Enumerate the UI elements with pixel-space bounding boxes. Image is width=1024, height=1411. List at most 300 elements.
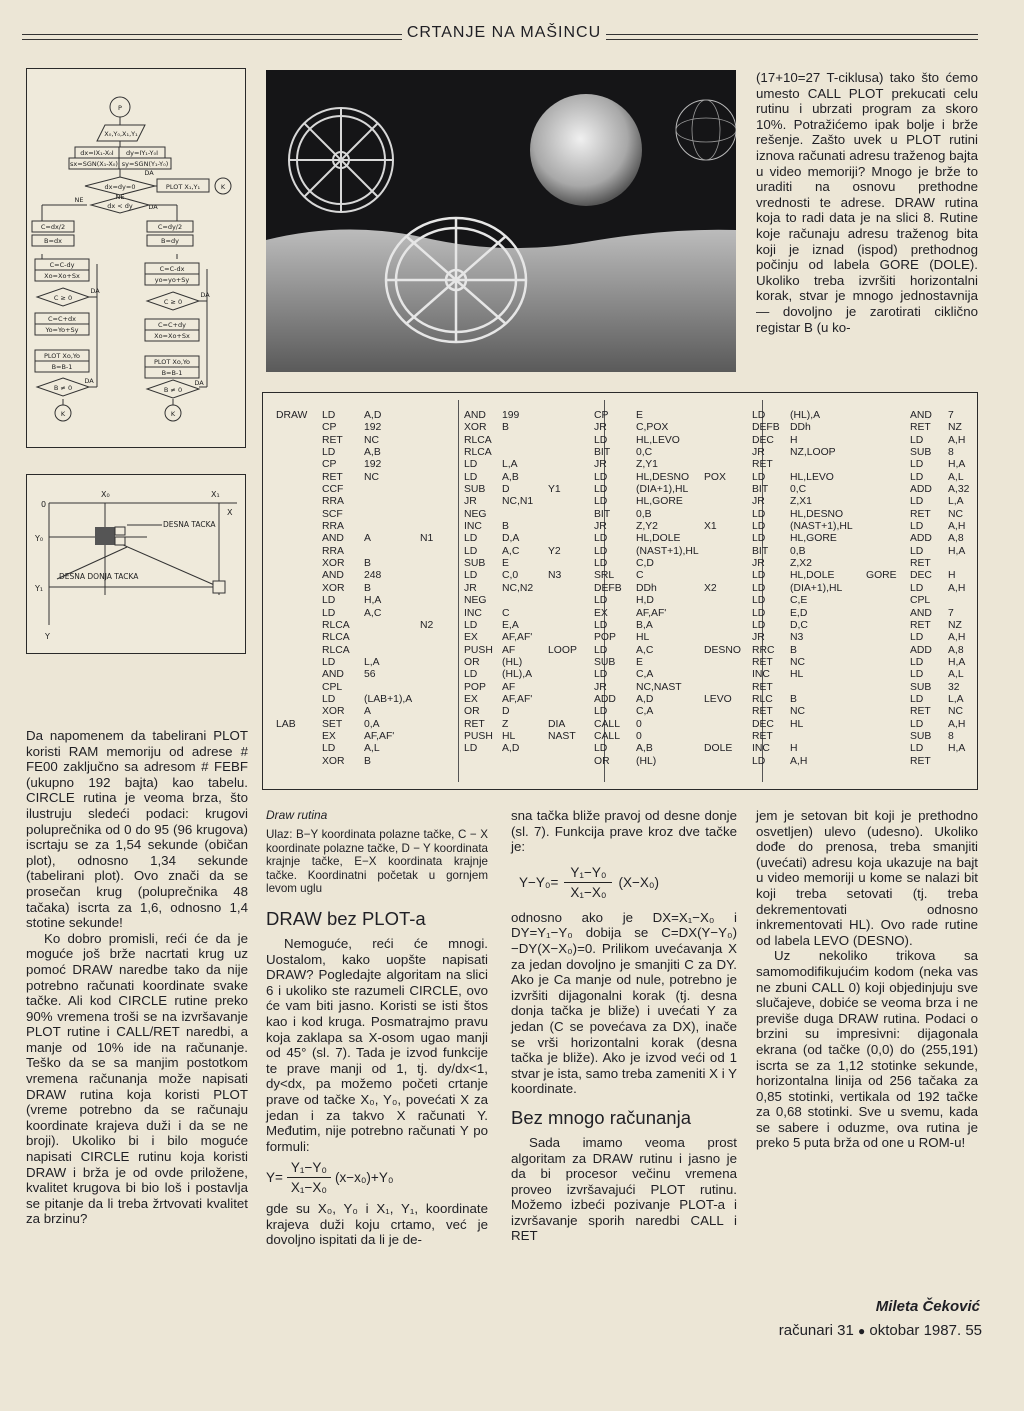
- code-label: [704, 484, 752, 496]
- code-line: [704, 484, 853, 496]
- code-operand: A,H: [948, 434, 966, 446]
- formula-2-denominator: X₁−X₀: [570, 884, 607, 900]
- space-scene: [266, 70, 736, 372]
- code-line: [548, 484, 699, 496]
- code-line: [866, 583, 969, 595]
- code-operand: HL,GORE: [790, 533, 837, 545]
- code-mnemonic: LD: [594, 619, 608, 631]
- code-line: [704, 435, 853, 447]
- code-label: [276, 459, 322, 471]
- code-label: [866, 533, 910, 545]
- code-operand: E,D: [790, 607, 808, 619]
- code-label: [420, 484, 464, 496]
- code-line: [548, 608, 699, 620]
- code-operand: HL,DESNO: [790, 508, 844, 520]
- code-line: [276, 620, 412, 632]
- code-operand: D: [502, 706, 510, 718]
- code-mnemonic: LD: [752, 619, 766, 631]
- code-operand: NZ,LOOP: [790, 447, 836, 459]
- code-mnemonic: ADD: [910, 533, 932, 545]
- code-mnemonic: JR: [594, 521, 607, 533]
- code-operand: H,A: [948, 656, 966, 668]
- code-mnemonic: LD: [752, 410, 766, 421]
- code-mnemonic: LD: [464, 743, 478, 755]
- space-station-photo: [266, 70, 736, 372]
- code-mnemonic: XOR: [464, 422, 487, 434]
- code-operand: AF,AF': [364, 730, 395, 742]
- text-column-left: [26, 728, 248, 1227]
- code-line: [548, 645, 699, 657]
- code-operand: HL,DESNO: [636, 471, 690, 483]
- page-footer: [726, 1322, 982, 1339]
- footer-page-number: 55: [965, 1322, 982, 1339]
- code-line: [276, 472, 412, 484]
- moon-surface: [266, 229, 736, 372]
- code-mnemonic: LD: [910, 582, 924, 594]
- fc-dec-dxdy: dx < dy: [107, 202, 133, 210]
- code-mnemonic: EX: [464, 632, 478, 644]
- fc-right-plot: PLOT Xo,Yo: [153, 358, 191, 366]
- code-operand: E: [636, 656, 643, 668]
- code-operand: 199: [502, 410, 520, 421]
- code-label: [276, 706, 322, 718]
- fc-da-3: DA: [90, 287, 100, 295]
- code-mnemonic: LD: [322, 607, 336, 619]
- code-operand: C,D: [636, 558, 654, 570]
- code-operand: H,A: [948, 459, 966, 471]
- code-line: [548, 595, 699, 607]
- code-operand: E: [502, 558, 509, 570]
- code-operand: A: [364, 706, 371, 718]
- code-mnemonic: CALL: [594, 730, 620, 742]
- code-mnemonic: SCF: [322, 508, 343, 520]
- code-label: [276, 756, 322, 768]
- code-operand: (HL),A: [502, 669, 533, 681]
- code-line: [548, 472, 699, 484]
- code-line: [704, 509, 853, 521]
- code-mnemonic: XOR: [322, 755, 345, 767]
- code-operand: HL: [502, 730, 516, 742]
- code-mnemonic: RLCA: [322, 632, 350, 644]
- code-label: [866, 509, 910, 521]
- code-label: [548, 533, 594, 545]
- code-label: [866, 435, 910, 447]
- code-line: [548, 682, 699, 694]
- code-mnemonic: LD: [910, 521, 924, 533]
- left-paragraph-1: Da napomenem da tabelirani PLOT koristi RAM memoriju od adrese # FE00 zaključno sa adresom # FEBF (ukupno 192 bajta) kao tabelu. CIRCLE rutina je veoma brza, što ilustruju sledeći podaci: krugovi poluprečnika od 0 do 95 (96 krugova) iscrtaju se za 1,54 sekunde (običan plot), odnosno 1,34 sekunde (tabelirani plot). Ovo znači da se prosečan krug (poluprečnika 48 tačaka) iscrta za 1,6, odnosno 1,4 stotine sekunde!: [26, 728, 248, 931]
- fc-left-bb: B=B-1: [51, 363, 73, 371]
- code-operand: A,D: [636, 693, 654, 705]
- code-operand: 0,C: [636, 447, 653, 459]
- code-line: [276, 657, 412, 669]
- code-line: [420, 459, 533, 471]
- code-mnemonic: LD: [910, 718, 924, 730]
- code-mnemonic: SUB: [910, 681, 932, 693]
- code-label: [704, 496, 752, 508]
- code-label: [548, 743, 594, 755]
- code-mnemonic: LD: [752, 607, 766, 619]
- code-label: [704, 570, 752, 582]
- fc-da-5: DA: [84, 377, 94, 385]
- code-line: [548, 669, 699, 681]
- code-operand: B,A: [636, 619, 653, 631]
- code-operand: B: [364, 582, 371, 594]
- code-line: [866, 632, 969, 644]
- code-line: [548, 731, 699, 743]
- code-label: [276, 682, 322, 694]
- code-label: [704, 410, 752, 422]
- code-line: [420, 484, 533, 496]
- fc-step-sy: sy=SGN(Y₁-Y₀): [121, 160, 169, 168]
- code-label: [548, 459, 594, 471]
- code-line: [420, 706, 533, 718]
- code-mnemonic: RET: [910, 755, 931, 767]
- code-line: [420, 422, 533, 434]
- code-mnemonic: DEC: [910, 570, 932, 582]
- code-mnemonic: LD: [594, 595, 608, 607]
- code-label: [548, 496, 594, 508]
- code-line: [420, 546, 533, 558]
- code-line: [420, 719, 533, 731]
- code-mnemonic: INC: [464, 521, 482, 533]
- listing-col-3: [548, 410, 699, 768]
- code-line: [276, 459, 412, 471]
- code-mnemonic: JR: [464, 496, 477, 508]
- code-label: Y1: [548, 484, 561, 496]
- code-line: [704, 570, 853, 582]
- code-line: [704, 719, 853, 731]
- code-line: [420, 595, 533, 607]
- code-label: [276, 669, 322, 681]
- code-label: [704, 682, 752, 694]
- code-operand: 248: [364, 570, 382, 582]
- code-mnemonic: CCF: [322, 484, 344, 496]
- code-line: [704, 595, 853, 607]
- space-wheel-left: [289, 108, 393, 212]
- formula-2-rhs: (X−X₀): [618, 874, 659, 890]
- code-label: [548, 694, 594, 706]
- fig2-y1: Y₁: [35, 584, 44, 593]
- code-label: [276, 657, 322, 669]
- code-mnemonic: JR: [752, 496, 765, 508]
- formula-2-numerator: Y₁−Y₀: [564, 865, 612, 883]
- code-mnemonic: LD: [594, 434, 608, 446]
- code-line: [704, 422, 853, 434]
- code-mnemonic: BIT: [594, 447, 611, 459]
- fc-k-left: K: [60, 410, 66, 418]
- code-line: [548, 435, 699, 447]
- code-label: [548, 682, 594, 694]
- fc-da-2: DA: [148, 203, 158, 211]
- code-label: [704, 608, 752, 620]
- code-label: [704, 731, 752, 743]
- code-mnemonic: LD: [910, 471, 924, 483]
- code-line: [420, 521, 533, 533]
- code-mnemonic: JR: [594, 422, 607, 434]
- code-label: [704, 657, 752, 669]
- code-mnemonic: JR: [752, 447, 765, 459]
- code-operand: A,8: [948, 533, 964, 545]
- code-operand: HL: [790, 669, 804, 681]
- fc-left-cc2: C=C+dx: [48, 315, 76, 323]
- code-line: [420, 533, 533, 545]
- code-mnemonic: CPL: [910, 595, 931, 607]
- code-operand: H: [790, 434, 798, 446]
- code-mnemonic: LD: [752, 521, 766, 533]
- code-label: [420, 472, 464, 484]
- code-line: [866, 595, 969, 607]
- code-mnemonic: RRA: [322, 521, 344, 533]
- code-mnemonic: LD: [464, 471, 478, 483]
- fc-right-yo: yo=yo+Sy: [154, 276, 190, 284]
- code-line: [548, 509, 699, 521]
- code-label: [866, 706, 910, 718]
- code-label: [866, 583, 910, 595]
- code-mnemonic: LD: [910, 743, 924, 755]
- code-line: [704, 657, 853, 669]
- code-operand: A,H: [790, 755, 808, 767]
- code-mnemonic: CALL: [594, 718, 620, 730]
- code-label: [420, 570, 464, 582]
- code-line: [866, 472, 969, 484]
- code-operand: A,H: [948, 718, 966, 730]
- code-label: N3: [548, 570, 562, 582]
- code-operand: NC: [790, 706, 806, 718]
- code-mnemonic: LD: [594, 496, 608, 508]
- code-operand: 56: [364, 669, 376, 681]
- code-label: [866, 669, 910, 681]
- code-label: [548, 521, 594, 533]
- code-line: [276, 496, 412, 508]
- code-mnemonic: DEC: [752, 434, 774, 446]
- code-mnemonic: LD: [752, 595, 766, 607]
- code-mnemonic: LD: [464, 619, 478, 631]
- code-mnemonic: LD: [322, 656, 336, 668]
- col4-paragraph-1: jem je setovan bit koji je prethodno osvetljen) ulevo (udesno). Ukoliko dođe do prenosa, treba smanjiti (uvećati) adresu koja ukazuje na bajt u video memoriji u kome se nalazi bit koji treba setovati (tj. treba dekrementovati odnosno inkrementovati HL). Ovo rade rutine od labela LEVO (DESNO).: [756, 808, 978, 948]
- fig2-right-point: DESNA TACKA: [163, 520, 216, 529]
- code-label: DIA: [548, 718, 566, 730]
- code-operand: D: [502, 484, 510, 496]
- code-label: [704, 632, 752, 644]
- code-operand: NC: [364, 471, 380, 483]
- code-label: [866, 484, 910, 496]
- code-mnemonic: POP: [464, 681, 486, 693]
- code-operand: 8: [948, 447, 954, 459]
- line-diagram-figure: [26, 474, 246, 654]
- code-mnemonic: LD: [910, 434, 924, 446]
- code-line: [276, 509, 412, 521]
- code-line: [866, 608, 969, 620]
- code-mnemonic: INC: [464, 607, 482, 619]
- code-line: [866, 410, 969, 422]
- right-top-paragraph: (17+10=27 T-ciklusa) tako što ćemo umesto CALL PLOT prekucati celu rutinu i ubrzati program za skoro 10%. Potražićemo ipak bolje i brže rešenje. Zašto uvek u PLOT rutini iznova računati adresu traženog bajta u video memoriji? Mnogo je brže to uraditi na osnovu prethodne vrednosti te adrese. DRAW rutina koja to radi data je na slici 8. Rutine koje računaju adresu traženog bita koji je iznad (ispod) prethodnog počinju od labela GORE (DOLE). Ukoliko treba izvršiti horizontalni korak, stvar je mnogo jednostavnija — dovoljno je zarotirati ciklično registar B (u ko-: [756, 70, 978, 335]
- code-label: [548, 472, 594, 484]
- code-mnemonic: CPL: [322, 681, 343, 693]
- code-label: [420, 608, 464, 620]
- fc-left-dec: C ≥ 0: [53, 294, 73, 302]
- code-label: [866, 459, 910, 471]
- code-mnemonic: JR: [752, 632, 765, 644]
- code-mnemonic: LD: [910, 693, 924, 705]
- code-operand: NC,N1: [502, 496, 534, 508]
- formula-1-lhs: Y=: [266, 1170, 283, 1186]
- fc-left-bdec: B ≠ 0: [53, 384, 73, 392]
- code-label: [866, 546, 910, 558]
- fc-right-b: B=dy: [161, 237, 179, 245]
- code-mnemonic: DEFB: [594, 582, 622, 594]
- code-line: [548, 459, 699, 471]
- code-mnemonic: POP: [594, 632, 616, 644]
- code-label: [866, 608, 910, 620]
- code-line: [420, 509, 533, 521]
- code-label: [276, 731, 322, 743]
- code-mnemonic: CP: [322, 459, 337, 471]
- code-mnemonic: NEG: [464, 595, 487, 607]
- code-label: [866, 743, 910, 755]
- code-line: [276, 435, 412, 447]
- code-label: [704, 435, 752, 447]
- code-mnemonic: LD: [910, 656, 924, 668]
- fig2-y: Y: [45, 632, 50, 641]
- listing-col-5: [866, 410, 969, 768]
- code-label: [866, 731, 910, 743]
- code-label: [420, 447, 464, 459]
- code-operand: A,D: [364, 410, 382, 421]
- col3-paragraph-3: Sada imamo veoma prost algoritam za DRAW rutinu i jasno je da bi procesor večinu vremena proveo izvršavajući PLOT rutinu. Možemo izbeći pozivanje PLOT-a i izvršavanje sporih naredbi CALL i RET: [511, 1134, 737, 1244]
- code-line: [866, 447, 969, 459]
- code-mnemonic: LD: [464, 669, 478, 681]
- code-line: [704, 447, 853, 459]
- footer-magazine: računari 31: [778, 1322, 854, 1339]
- code-mnemonic: RRC: [752, 644, 775, 656]
- code-line: [548, 657, 699, 669]
- code-line: [866, 682, 969, 694]
- code-line: [420, 583, 533, 595]
- code-label: X1: [704, 521, 717, 533]
- fc-right-bdec: B ≠ 0: [163, 386, 183, 394]
- code-line: [276, 595, 412, 607]
- code-operand: B: [364, 755, 371, 767]
- code-mnemonic: AND: [910, 607, 932, 619]
- code-label: [420, 632, 464, 644]
- code-line: [704, 472, 853, 484]
- code-mnemonic: LD: [752, 471, 766, 483]
- code-operand: H,A: [948, 743, 966, 755]
- code-mnemonic: LD: [594, 471, 608, 483]
- code-line: [276, 731, 412, 743]
- code-mnemonic: XOR: [322, 582, 345, 594]
- flowchart-figure: [26, 68, 246, 448]
- code-operand: NC: [948, 508, 964, 520]
- code-line: [420, 669, 533, 681]
- code-operand: A,L: [364, 743, 380, 755]
- code-mnemonic: LD: [594, 484, 608, 496]
- code-operand: NZ: [948, 422, 962, 434]
- code-line: [548, 719, 699, 731]
- code-operand: D,A: [502, 533, 520, 545]
- code-line: [704, 694, 853, 706]
- code-line: [866, 496, 969, 508]
- code-line: [548, 694, 699, 706]
- code-mnemonic: SUB: [594, 656, 616, 668]
- fig2-x0: X₀: [101, 490, 110, 499]
- code-line: [276, 706, 412, 718]
- code-label: [866, 620, 910, 632]
- code-line: [548, 422, 699, 434]
- code-label: [276, 743, 322, 755]
- code-label: [276, 595, 322, 607]
- code-line: [276, 533, 412, 545]
- code-mnemonic: OR: [594, 755, 610, 767]
- code-mnemonic: OR: [464, 706, 480, 718]
- code-mnemonic: EX: [594, 607, 608, 619]
- code-operand: Z,Y2: [636, 521, 658, 533]
- code-operand: A,8: [948, 644, 964, 656]
- code-line: [420, 682, 533, 694]
- code-line: [866, 533, 969, 545]
- code-operand: 0,A: [364, 718, 380, 730]
- code-line: [276, 484, 412, 496]
- code-line: [276, 447, 412, 459]
- code-mnemonic: RET: [752, 730, 773, 742]
- code-mnemonic: RRA: [322, 496, 344, 508]
- code-label: [420, 743, 464, 755]
- code-label: [276, 632, 322, 644]
- code-label: [704, 595, 752, 607]
- code-label: [276, 484, 322, 496]
- code-label: [420, 410, 464, 422]
- code-line: [276, 756, 412, 768]
- code-operand: 192: [364, 459, 382, 471]
- code-label: [276, 447, 322, 459]
- code-label: [866, 521, 910, 533]
- code-operand: 7: [948, 607, 954, 619]
- code-label: [276, 422, 322, 434]
- code-operand: 0,B: [636, 508, 652, 520]
- code-operand: 0,B: [790, 545, 806, 557]
- code-label: [866, 632, 910, 644]
- code-operand: E: [636, 410, 643, 421]
- code-line: [548, 410, 699, 422]
- code-label: DRAW: [276, 410, 308, 421]
- code-line: [866, 521, 969, 533]
- code-mnemonic: AND: [322, 669, 344, 681]
- code-line: [866, 706, 969, 718]
- page-header-title: CRTANJE NA MAŠINCU: [406, 24, 602, 41]
- code-operand: NZ: [948, 619, 962, 631]
- code-mnemonic: ADD: [910, 644, 932, 656]
- code-line: [704, 645, 853, 657]
- code-line: [276, 410, 412, 422]
- code-line: [548, 632, 699, 644]
- code-label: DESNO: [704, 644, 741, 656]
- code-mnemonic: XOR: [322, 558, 345, 570]
- code-mnemonic: JR: [594, 459, 607, 471]
- code-label: [420, 645, 464, 657]
- code-operand: C,A: [636, 706, 654, 718]
- code-operand: A,C: [636, 644, 654, 656]
- code-label: [420, 682, 464, 694]
- code-operand: HL: [636, 632, 650, 644]
- code-operand: (LAB+1),A: [364, 693, 413, 705]
- code-mnemonic: LD: [322, 595, 336, 607]
- code-line: [866, 657, 969, 669]
- fc-left-plot: PLOT Xo,Yo: [43, 352, 81, 360]
- code-label: [704, 620, 752, 632]
- code-label: [276, 533, 322, 545]
- code-operand: 32: [948, 681, 960, 693]
- author-signature: Mileta Čeković: [875, 1298, 980, 1315]
